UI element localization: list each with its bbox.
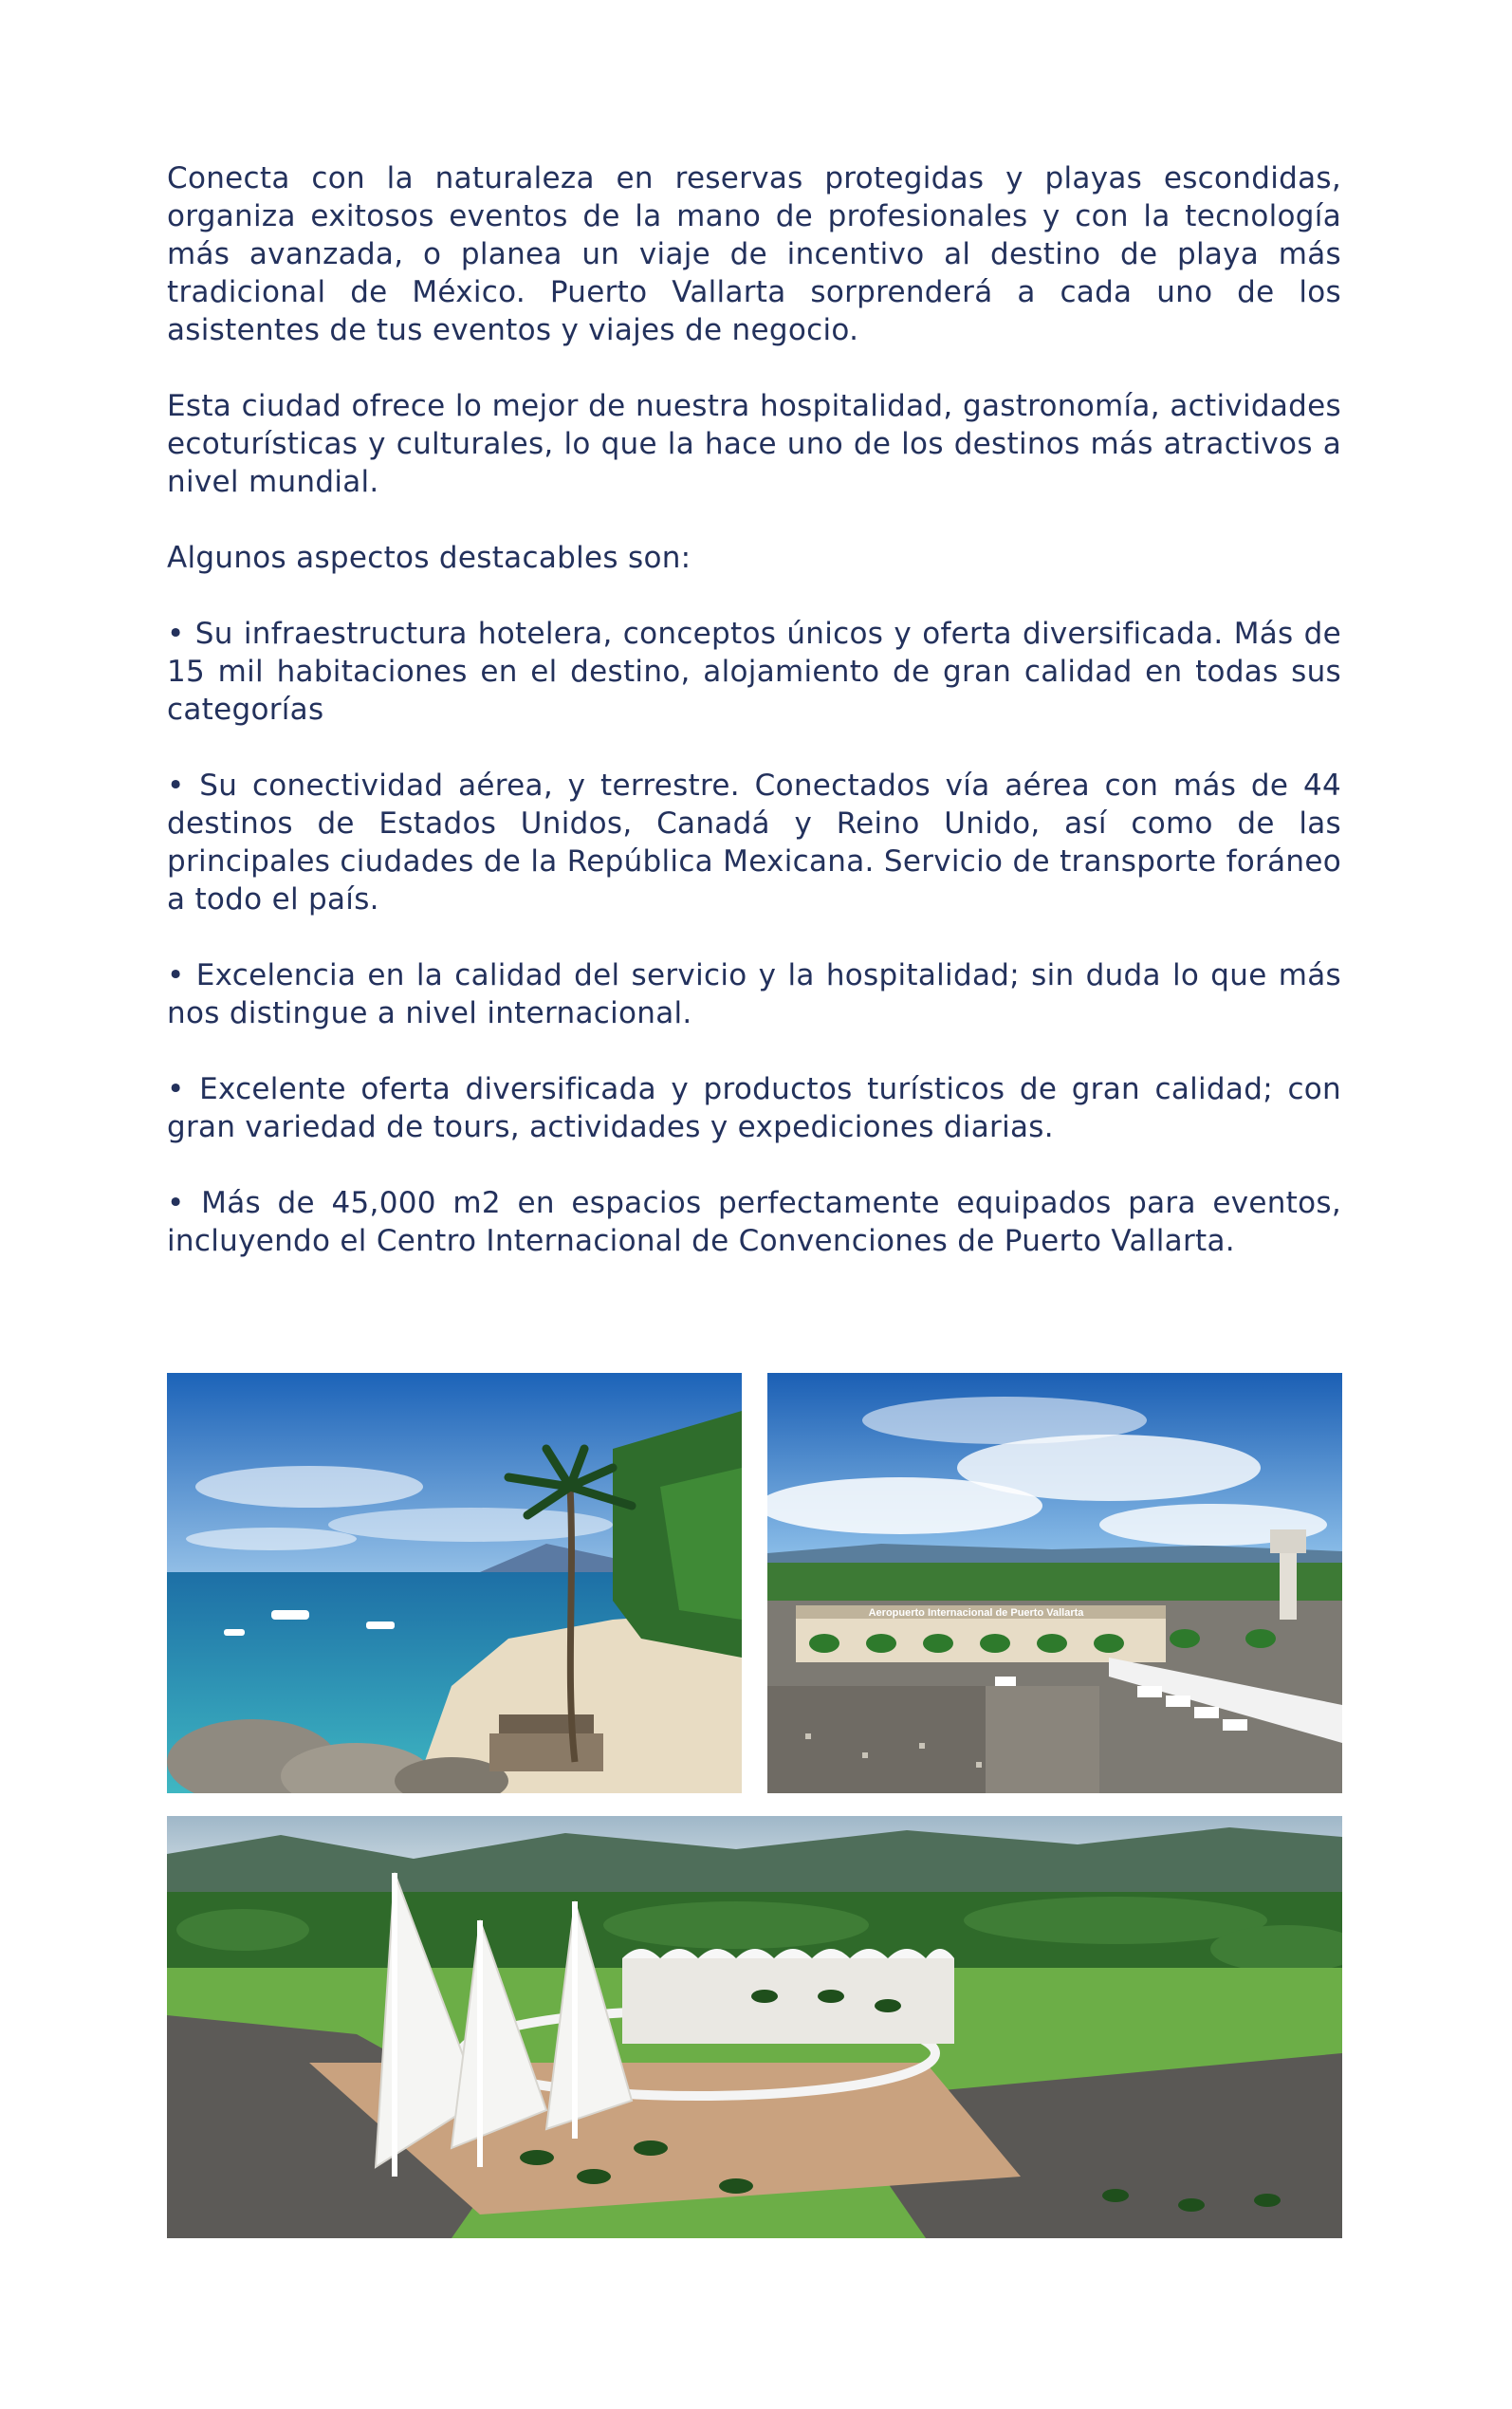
- bullet-event-spaces: • Más de 45,000 m2 en espacios perfectamente equipados para eventos, incluyendo el Centro Internacional de Convenciones de Puerto Vallarta.: [167, 1186, 1341, 1258]
- bullet-connectivity: • Su conectividad aérea, y terrestre. Conectados vía aérea con más de 44 destinos de Estados Unidos, Canadá y Reino Unido, así como de las principales ciudades de la República Mexicana. Servicio de transporte foráneo a todo el país.: [167, 769, 1341, 917]
- bullet-tourism-offer: • Excelente oferta diversificada y productos turísticos de gran calidad; con gran variedad de tours, actividades y expediciones diarias.: [167, 1072, 1341, 1144]
- beach-photo: [167, 1373, 742, 1793]
- airport-illustration: [767, 1373, 1342, 1793]
- body-text: [167, 159, 1341, 1298]
- airport-photo: [767, 1373, 1342, 1793]
- convention-center-photo: [167, 1816, 1342, 2238]
- intro-paragraph: Conecta con la naturaleza en reservas protegidas y playas escondidas, organiza exitosos eventos de la mano de profesionales y con la tecnología más avanzada, o planea un viaje de incentivo al destino de playa más tradicional de México. Puerto Vallarta sorprenderá a cada uno de los asistentes de tus eventos y viajes de negocio.: [167, 161, 1341, 347]
- convention-center-illustration: [167, 1816, 1342, 2238]
- bullet-service-quality: • Excelencia en la calidad del servicio y la hospitalidad; sin duda lo que más nos distingue a nivel internacional.: [167, 958, 1341, 1030]
- bullet-hotel-infrastructure: • Su infraestructura hotelera, conceptos únicos y oferta diversificada. Más de 15 mil habitaciones en el destino, alojamiento de gran calidad en todas sus categorías: [167, 617, 1341, 727]
- airport-sign: Aeropuerto Internacional de Puerto Vallarta: [868, 1607, 1084, 1619]
- city-paragraph: Esta ciudad ofrece lo mejor de nuestra hospitalidad, gastronomía, actividades ecoturísticas y culturales, lo que la hace uno de los destinos más atractivos a nivel mundial.: [167, 389, 1341, 499]
- highlights-heading: Algunos aspectos destacables son:: [167, 541, 691, 575]
- beach-illustration: [167, 1373, 742, 1793]
